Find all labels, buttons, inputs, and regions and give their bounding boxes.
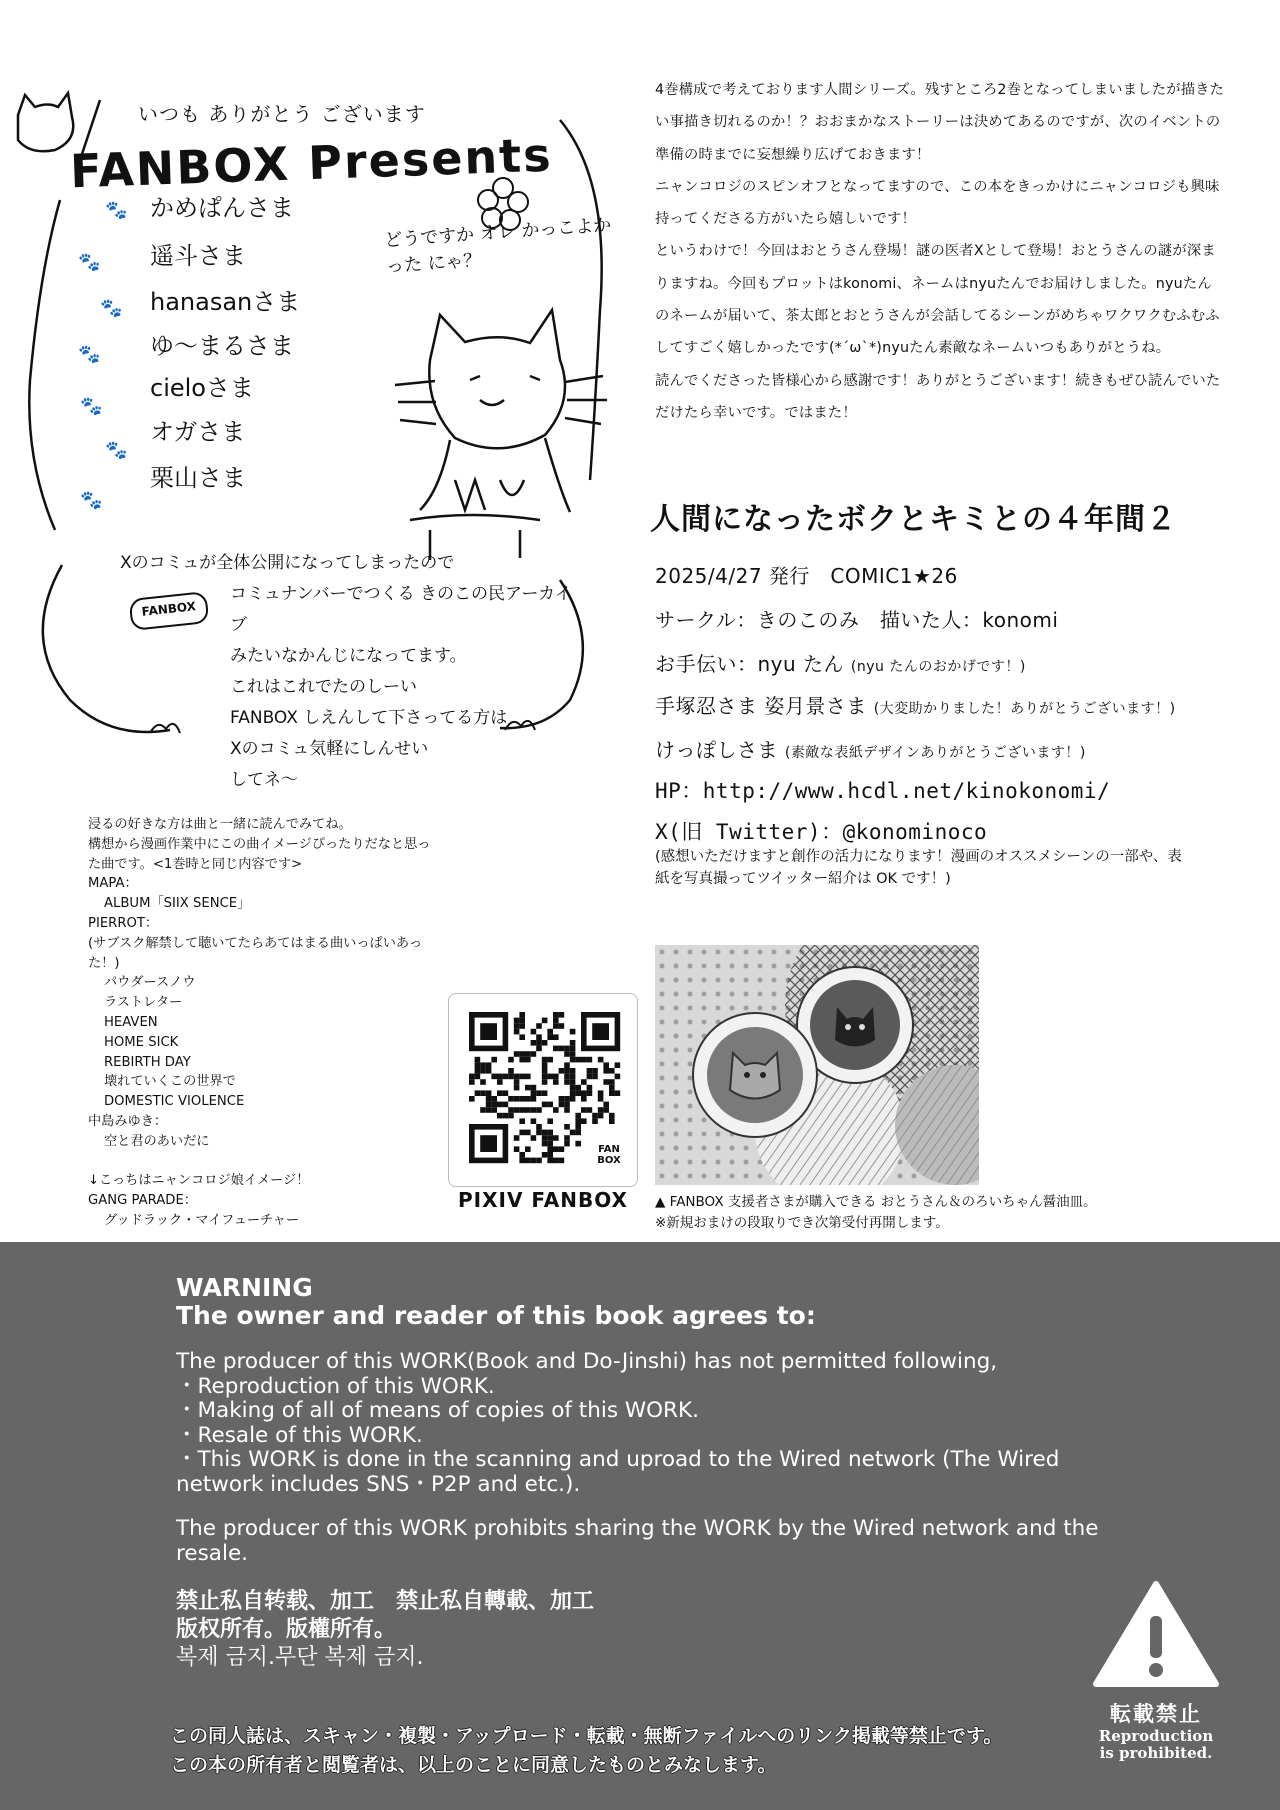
playlist-line	[88, 1152, 438, 1172]
notice-line: この本の所有者と閲覧者は、以上のことに同意したものとみなします。	[170, 1754, 777, 1776]
warning-subheading: The owner and reader of this book agrees to:	[176, 1301, 816, 1330]
thanks-credit	[655, 690, 1176, 719]
note-line: Xのコミュ気軽にしんせい	[230, 739, 429, 759]
playlist-line: HEAVEN	[104, 1014, 158, 1030]
thanks-line: いつも ありがとう ございます	[138, 102, 426, 126]
helper-name: お手伝い：nyu たん	[655, 652, 845, 676]
cat-doodle	[395, 310, 607, 560]
warning-triangle-icon	[1092, 1580, 1220, 1692]
sign-label-en-2: is prohibited.	[1099, 1744, 1213, 1762]
fanbox-badge: FANBOX	[129, 591, 210, 631]
sign-label-ja: 転載禁止	[1110, 1702, 1202, 1726]
feedback-note: (感想いただけますと創作の活力になります！漫画のオススメシーンの一部や、表紙を写真撮ってツイッター紹介は OK です！)	[655, 849, 1182, 887]
playlist-line: HOME SICK	[104, 1034, 179, 1050]
homepage-link[interactable]: HP：http://www.hcdl.net/kinokonomi/	[655, 779, 1111, 803]
fanbox-presents-title: FANBOX Presents	[69, 127, 554, 199]
playlist-line: (サブスク解禁して聴いてたらあてはまる曲いっぱいあった！)	[88, 935, 423, 971]
playlist-line: DOMESTIC VIOLENCE	[104, 1094, 245, 1110]
playlist-line: ラストレター	[104, 995, 183, 1011]
cover-design-credit	[655, 734, 1086, 763]
notice-line: この同人誌は、スキャン・複製・アップロード・転載・無断ファイルへのリンク掲載等禁止です。	[170, 1725, 1003, 1747]
supporter-name: cieloさま	[150, 374, 254, 402]
no-reproduction-sign	[1092, 1580, 1220, 1760]
playlist-line: グッドラック・マイフューチャー	[104, 1212, 300, 1228]
fanbox-thanks-panel	[0, 60, 640, 790]
paw-icon: 🐾	[78, 344, 101, 365]
note-line: コミュナンバーでつくる きのこの民アーカイブ	[230, 584, 572, 635]
note-line: してネ〜	[230, 770, 298, 790]
supporter-name: 遥斗さま	[150, 242, 246, 270]
playlist-line: GANG PARADE：	[88, 1193, 197, 1209]
paw-icon: 🐾	[105, 440, 128, 461]
designer-note: (素敵な表紙デザインありがとうございます！)	[784, 745, 1086, 761]
publish-date: 2025/4/27 発行 COMIC1★26	[655, 564, 958, 588]
sign-label-en: Reproduction	[1098, 1727, 1214, 1745]
paw-icon: 🐾	[78, 252, 101, 273]
playlist-line: 中島みゆき：	[88, 1113, 168, 1129]
x-account-link[interactable]: X(旧 Twitter)：@konominoco	[655, 820, 988, 844]
playlist-line: ↓こっちはニャンコロジ娘イメージ！	[88, 1173, 310, 1189]
note-line: Xのコミュが全体公開になってしまったので	[120, 553, 455, 573]
book-title: 人間になったボクとキミとの４年間２	[650, 502, 1177, 537]
playlist-line: REBIRTH DAY	[104, 1054, 191, 1070]
note-line: これはこれでたのしーい	[230, 677, 417, 697]
playlist	[88, 815, 438, 1231]
paw-icon: 🐾	[100, 298, 123, 319]
japanese-notice	[170, 1722, 1090, 1780]
warning-heading: WARNING	[176, 1273, 313, 1302]
note-line: FANBOX しえんして下さってる方は	[230, 708, 508, 728]
playlist-line: ALBUM「SIIX SENCE」	[104, 896, 251, 912]
cat-caption: どうですか オレ かっこよかった にゃ？	[383, 214, 612, 278]
paw-icon: 🐾	[80, 490, 103, 511]
afterword-text: 4巻構成で考えております人間シリーズ。残すところ2巻となってしまいましたが描きたい事描き切れるのか！？おおまかなストーリーは決めてあるのですが、次のイベントの準備の時までに妄想繰り広げておきます！ ニャンコロジのスピンオフとなってますので、この本をきっかけにニャンコロジも興味持ってくださる方がいたら嬉しいです！ というわけで！今回はおとうさん登場！謎の医者Xとして登場！おとうさんの謎が深まりますね。今回もプロットはkonomi、ネームはnyuたんでお届けしました。nyuたんのネームが届いて、茶太郎とおとうさんが会話してるシーンがめちゃワクワクむふむふしてすごく嬉しかったです(*´ω`*)nyuたん素敵なネームいつもありがとうね。 読んでくださった皆様心から感謝です！ありがとうございます！続きもぜひ読んでいただけたら幸いです。ではまた！	[655, 82, 1225, 421]
circle-credit: サークル：きのこのみ 描いた人：konomi	[655, 608, 1059, 632]
playlist-line: PIERROT：	[88, 915, 159, 931]
warning-chinese-2: 版权所有。版權所有。	[176, 1617, 397, 1642]
playlist-line: 浸るの好きな方は曲と一緒に読んでみてね。	[88, 817, 352, 832]
warning-text	[176, 1274, 1106, 1672]
warning-korean: 복제 금지.무단 복제 금지.	[176, 1645, 424, 1670]
paw-icon: 🐾	[80, 396, 103, 417]
thanks-note: (大変助かりました！ありがとうございます！)	[873, 701, 1176, 717]
playlist-line: 空と君のあいだに	[104, 1133, 210, 1149]
warning-chinese: 禁止私自转载、加工 禁止私自轉載、加工	[176, 1589, 595, 1614]
playlist-line: 構想から漫画作業中にこの曲イメージぴったりだなと思った曲です。<1巻時と同じ内容です>	[88, 836, 431, 872]
playlist-line: パウダースノウ	[104, 975, 196, 991]
supporter-name: hanasanさま	[150, 288, 301, 316]
warning-body: The producer of this WORK(Book and Do-Jinshi) has not permitted following, ・Reproduction of this WORK. ・Making of all of means of copies of this WORK. ・Resale of this WORK. ・This WORK is done in the scanning and uproad to the Wired network (The Wired network includes SNS・P2P and etc.).	[176, 1349, 1060, 1497]
helper-note: (nyu たんのおかげです！)	[850, 659, 1026, 675]
warning-section	[0, 1242, 1280, 1810]
fanbox-qr-code[interactable]	[448, 993, 638, 1187]
qr-corner-label: FAN BOX	[597, 1144, 621, 1166]
helper-credit	[655, 648, 1026, 677]
thanks-names: 手塚忍さま 姿月景さま	[655, 694, 867, 718]
playlist-line: MAPA：	[88, 876, 138, 892]
supporter-name: 栗山さま	[150, 464, 246, 492]
note-line: みたいなかんじになってます。	[230, 646, 467, 666]
supporter-name: ゆ〜まるさま	[150, 332, 294, 360]
designer-name: けっぽしさま	[655, 738, 778, 762]
community-note	[100, 548, 580, 796]
warning-body: The producer of this WORK prohibits sharing the WORK by the Wired network and the resale.	[176, 1516, 1099, 1566]
soy-dish-photo	[655, 945, 979, 1185]
paw-icon: 🐾	[105, 200, 128, 221]
supporter-name: オガさま	[150, 418, 246, 446]
photo-caption: ▲ FANBOX 支援者さまが購入できる おとうさん＆のろいちゃん醤油皿。 ※新規おまけの段取りでき次第受付再開します。	[655, 1194, 1097, 1231]
pixiv-fanbox-label: PIXIV FANBOX	[458, 1188, 628, 1212]
supporter-name: かめぱんさま	[150, 194, 294, 222]
playlist-line: 壊れていくこの世界で	[104, 1074, 236, 1090]
